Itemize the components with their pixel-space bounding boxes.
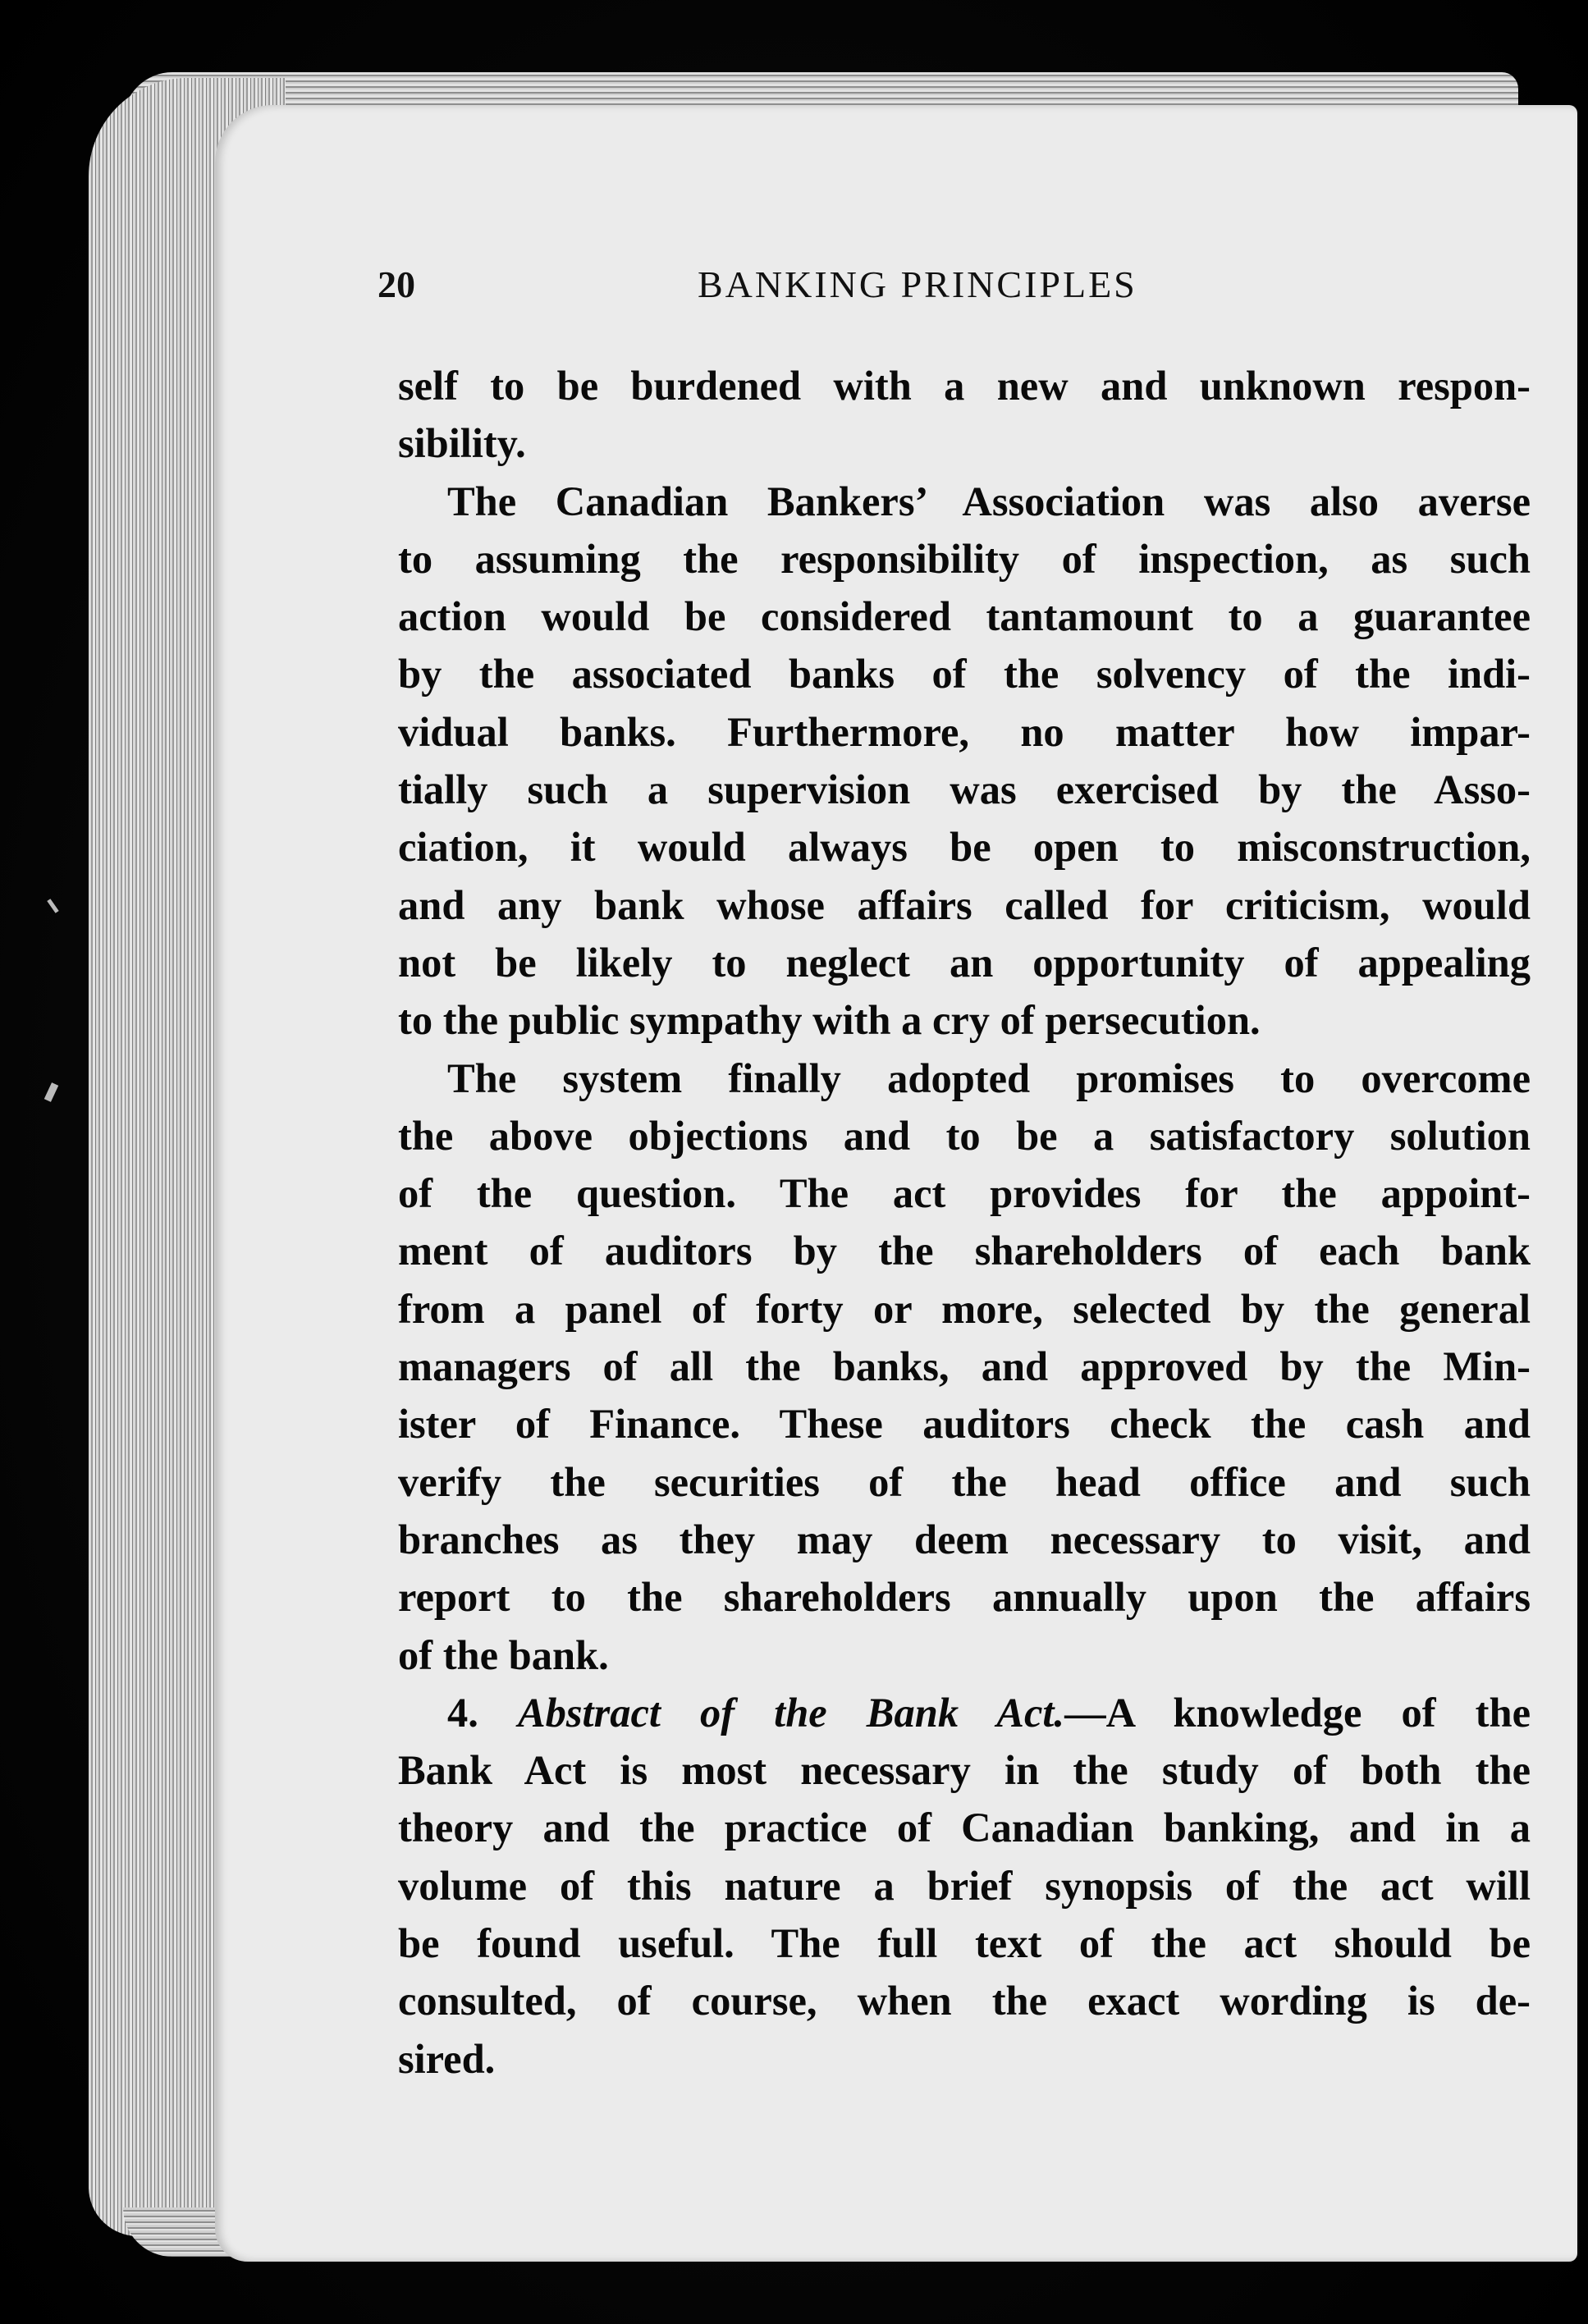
section-first-line-rest: —A knowledge of the (1064, 1689, 1531, 1736)
page-number: 20 (378, 263, 415, 305)
text-line: branches as they may deem necessary to visit, and (398, 1516, 1531, 1562)
text-line: by the associated banks of the solvency of the indi- (398, 651, 1531, 698)
body-text (398, 357, 1531, 2088)
text-line: to assuming the responsibility of inspection, as such (398, 535, 1531, 582)
text-line: managers of all the banks, and approved by the Min- (398, 1343, 1531, 1390)
text-line: sibility. (398, 420, 526, 467)
text-line: be found useful. The full text of the act should be (398, 1920, 1531, 1967)
text-line: report to the shareholders annually upon the affairs (398, 1574, 1531, 1621)
text-line: of the bank. (398, 1631, 609, 1678)
text-line: The system finally adopted promises to overcome (447, 1054, 1531, 1101)
text-line: verify the securities of the head office and such (398, 1458, 1531, 1505)
text-line: vidual banks. Furthermore, no matter how impar- (398, 708, 1531, 755)
paragraph (398, 473, 1531, 1050)
text-line: ment of auditors by the shareholders of each bank (398, 1228, 1531, 1274)
running-head (378, 263, 1526, 312)
text-line: self to be burdened with a new and unknown respon- (398, 363, 1531, 409)
running-title: BANKING PRINCIPLES (698, 263, 1137, 305)
paragraph (398, 357, 1531, 473)
text-line: tially such a supervision was exercised by the Asso- (398, 766, 1531, 813)
section-abstract-of-bank-act (398, 1684, 1531, 2088)
section-heading: Abstract of the Bank Act. (517, 1689, 1065, 1736)
section-number: 4. (447, 1689, 478, 1736)
paragraph (398, 1050, 1531, 1684)
text-line: of the question. The act provides for the appoint- (398, 1170, 1531, 1217)
section-first-line (398, 1684, 1531, 1741)
text-line: consulted, of course, when the exact wording is de- (398, 1978, 1531, 2024)
text-line: and any bank whose affairs called for criticism, would (398, 881, 1531, 928)
text-line: The Canadian Bankers’ Association was also averse (447, 478, 1531, 524)
text-line: volume of this nature a brief synopsis of the act will (398, 1862, 1531, 1909)
text-line: theory and the practice of Canadian banking, and in a (398, 1805, 1531, 1851)
text-line: from a panel of forty or more, selected by the general (398, 1285, 1531, 1332)
text-line: not be likely to neglect an opportunity of appealing (398, 939, 1531, 986)
text-line: ciation, it would always be open to misconstruction, (398, 824, 1531, 871)
text-line: ister of Finance. These auditors check the cash and (398, 1401, 1531, 1448)
text-line: sired. (398, 2035, 496, 2082)
text-line: Bank Act is most necessary in the study of both the (398, 1747, 1531, 1794)
text-line: to the public sympathy with a cry of persecution. (398, 997, 1261, 1044)
text-line: the above objections and to be a satisfactory solution (398, 1112, 1531, 1159)
text-line: action would be considered tantamount to a guarantee (398, 593, 1531, 640)
